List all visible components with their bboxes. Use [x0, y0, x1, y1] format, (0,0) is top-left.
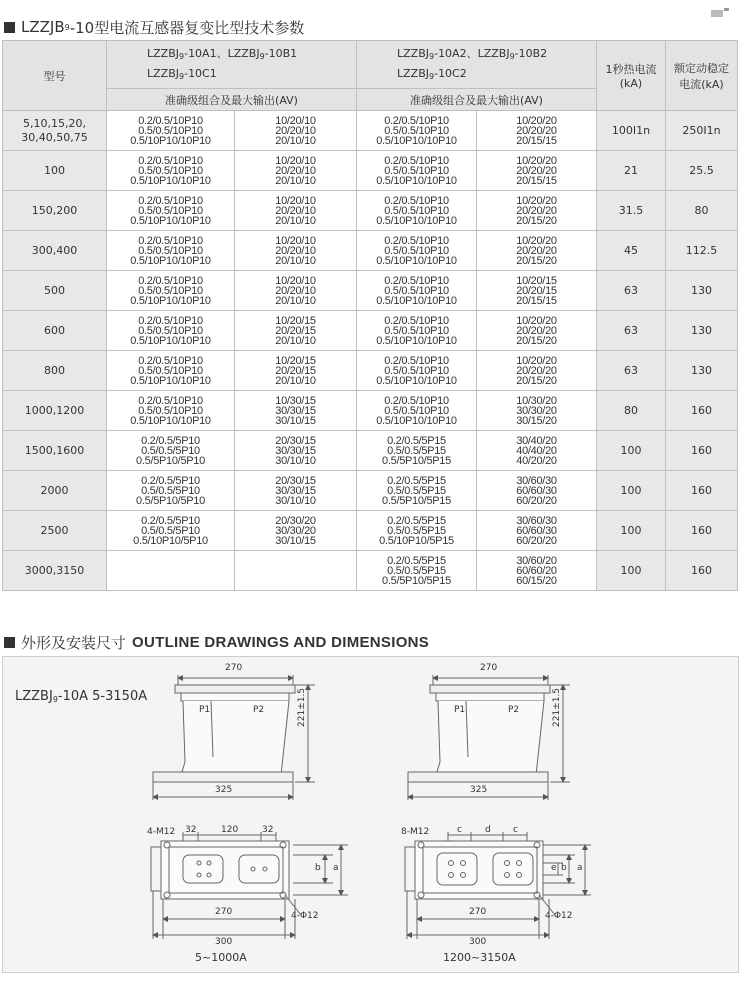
left-caption: 5~1000A: [195, 951, 247, 964]
right-p1-label: P1: [454, 705, 466, 715]
left-dim-221: 221±1.5: [297, 687, 307, 727]
left-dim-120: 120: [221, 825, 239, 835]
drawing-model-label: $LZZBJ_9-10A$ 5-3150A: [15, 689, 148, 704]
col-dynamic-header: 额定动稳定 电流(kA): [666, 41, 738, 111]
dynamic-cell: 130: [666, 271, 738, 311]
ratio-cell: 1000,1200: [3, 391, 107, 431]
accuracy-2-cell: 0.2/0.5/5P15 0.5/0.5/5P15 0.5/5P10/5P15: [357, 431, 477, 471]
left-dim-b: b: [315, 863, 321, 873]
header-row: [3, 41, 738, 89]
table-row: [3, 391, 738, 431]
table-row: [3, 151, 738, 191]
col-model-header: 型号: [3, 41, 107, 111]
dynamic-cell: 160: [666, 551, 738, 591]
left-p2-label: P2: [253, 705, 265, 715]
right-caption: 1200~3150A: [443, 951, 516, 964]
accuracy-2-cell: 0.2/0.5/10P10 0.5/0.5/10P10 0.5/10P10/10P10: [357, 351, 477, 391]
thermal-cell: 100: [597, 471, 666, 511]
output-2-cell: 10/30/20 30/30/20 30/15/20: [477, 391, 597, 431]
output-1-cell: 20/30/15 30/30/15 30/10/10: [235, 471, 357, 511]
accuracy-2-cell: 0.2/0.5/5P15 0.5/0.5/5P15 0.5/10P10/5P15: [357, 511, 477, 551]
dynamic-cell: 25.5: [666, 151, 738, 191]
title-rest: -10型电流互感器复变比型技术参数: [69, 18, 305, 37]
table-row: [3, 311, 738, 351]
title-main: LZZJB: [21, 18, 65, 36]
ratio-cell: 600: [3, 311, 107, 351]
output-1-cell: 20/30/20 30/30/20 30/10/15: [235, 511, 357, 551]
col-thermal-header: 1秒热电流 (kA): [597, 41, 666, 111]
output-2-cell: 10/20/20 20/20/20 20/15/15: [477, 151, 597, 191]
thermal-cell: 63: [597, 351, 666, 391]
output-1-cell: 10/20/15 20/20/15 20/10/10: [235, 311, 357, 351]
left-top-view: [151, 832, 348, 939]
model-group1-header: $LZZBJ_9-10A1$、$LZZBJ_9-10B1$ $LZZBJ_9-10C1$: [107, 41, 357, 89]
dynamic-cell: 160: [666, 391, 738, 431]
accuracy-1-cell: 0.2/0.5/5P10 0.5/0.5/5P10 0.5/5P10/5P10: [107, 471, 235, 511]
outline-title-en: OUTLINE DRAWINGS AND DIMENSIONS: [132, 633, 430, 651]
ratio-cell: 300,400: [3, 231, 107, 271]
spec-section-title: [4, 16, 304, 38]
output-2-cell: 10/20/15 20/20/15 20/15/15: [477, 271, 597, 311]
table-row: [3, 511, 738, 551]
accuracy-1-cell: 0.2/0.5/10P10 0.5/0.5/10P10 0.5/10P10/10P10: [107, 391, 235, 431]
accuracy-2-cell: 0.2/0.5/5P15 0.5/0.5/5P15 0.5/5P10/5P15: [357, 551, 477, 591]
accuracy-2-cell: 0.2/0.5/10P10 0.5/0.5/10P10 0.5/10P10/10P10: [357, 151, 477, 191]
ratio-cell: 2500: [3, 511, 107, 551]
accuracy-2-cell: 0.2/0.5/10P10 0.5/0.5/10P10 0.5/10P10/10P10: [357, 311, 477, 351]
right-dim-270-top: 270: [480, 663, 498, 673]
dynamic-cell: 160: [666, 511, 738, 551]
output-1-cell: 10/20/10 20/20/10 20/10/10: [235, 111, 357, 151]
accuracy-1-cell: 0.2/0.5/10P10 0.5/0.5/10P10 0.5/10P10/10P10: [107, 231, 235, 271]
right-top-view: [405, 832, 591, 939]
output-2-cell: 10/20/20 20/20/20 20/15/20: [477, 231, 597, 271]
dynamic-cell: 112.5: [666, 231, 738, 271]
left-p1-label: P1: [199, 705, 211, 715]
left-dim-300: 300: [215, 937, 233, 947]
output-2-cell: 10/20/20 20/20/20 20/15/20: [477, 191, 597, 231]
accuracy-1-cell: 0.2/0.5/10P10 0.5/0.5/10P10 0.5/10P10/10P10: [107, 111, 235, 151]
ratio-cell: 800: [3, 351, 107, 391]
outline-drawings-svg: [3, 657, 738, 972]
dynamic-cell: 160: [666, 471, 738, 511]
ratio-cell: 150,200: [3, 191, 107, 231]
thermal-cell: 100I1n: [597, 111, 666, 151]
right-dim-325: 325: [470, 785, 488, 795]
output-2-cell: 30/60/30 60/60/30 60/20/20: [477, 471, 597, 511]
output-1-cell: 10/30/15 30/30/15 30/10/15: [235, 391, 357, 431]
accuracy-1-cell: [107, 551, 235, 591]
outline-title-cn: 外形及安装尺寸: [21, 633, 127, 652]
subheader-2: 准确级组合及最大输出(AV): [357, 89, 597, 111]
spec-table: [2, 40, 738, 591]
accuracy-1-cell: 0.2/0.5/10P10 0.5/0.5/10P10 0.5/10P10/10P10: [107, 351, 235, 391]
corner-mark: [711, 8, 729, 18]
right-side-view: [408, 675, 570, 800]
right-dim-e: e: [551, 863, 557, 873]
right-dim-b: b: [561, 863, 567, 873]
bullet-square-icon: [4, 22, 15, 33]
right-holes-label: 8-M12: [401, 827, 430, 837]
output-2-cell: 10/20/20 20/20/20 20/15/20: [477, 351, 597, 391]
thermal-cell: 31.5: [597, 191, 666, 231]
left-dim-32b: 32: [262, 825, 274, 835]
right-mount-holes: 4-Φ12: [545, 911, 573, 921]
thermal-cell: 63: [597, 311, 666, 351]
output-2-cell: 30/60/30 60/60/30 60/20/20: [477, 511, 597, 551]
thermal-cell: 21: [597, 151, 666, 191]
ratio-cell: 2000: [3, 471, 107, 511]
left-dim-32a: 32: [185, 825, 197, 835]
ratio-cell: 100: [3, 151, 107, 191]
left-side-view: [153, 675, 315, 800]
left-dim-325: 325: [215, 785, 233, 795]
thermal-cell: 45: [597, 231, 666, 271]
left-dim-a: a: [333, 863, 339, 873]
right-dim-d: d: [485, 825, 491, 835]
thermal-cell: 80: [597, 391, 666, 431]
left-dim-270: 270: [215, 907, 233, 917]
output-1-cell: [235, 551, 357, 591]
left-mount-holes: 4-Φ12: [291, 911, 319, 921]
table-row: [3, 191, 738, 231]
outline-drawing-panel: [2, 656, 739, 973]
left-dim-270-top: 270: [225, 663, 243, 673]
output-2-cell: 30/40/20 40/40/20 40/20/20: [477, 431, 597, 471]
accuracy-2-cell: 0.2/0.5/5P15 0.5/0.5/5P15 0.5/5P10/5P15: [357, 471, 477, 511]
dynamic-cell: 130: [666, 311, 738, 351]
thermal-cell: 63: [597, 271, 666, 311]
accuracy-1-cell: 0.2/0.5/10P10 0.5/0.5/10P10 0.5/10P10/10P10: [107, 311, 235, 351]
accuracy-1-cell: 0.2/0.5/10P10 0.5/0.5/10P10 0.5/10P10/10P10: [107, 151, 235, 191]
title-subscript: 9: [64, 22, 70, 32]
table-row: [3, 431, 738, 471]
accuracy-1-cell: 0.2/0.5/5P10 0.5/0.5/5P10 0.5/10P10/5P10: [107, 511, 235, 551]
outline-section-title: [4, 631, 429, 653]
output-1-cell: 20/30/15 30/30/15 30/10/10: [235, 431, 357, 471]
table-row: [3, 351, 738, 391]
output-1-cell: 10/20/10 20/20/10 20/10/10: [235, 151, 357, 191]
right-dim-270: 270: [469, 907, 487, 917]
output-1-cell: 10/20/10 20/20/10 20/10/10: [235, 231, 357, 271]
table-row: [3, 111, 738, 151]
ratio-cell: 1500,1600: [3, 431, 107, 471]
ratio-cell: 3000,3150: [3, 551, 107, 591]
dynamic-cell: 80: [666, 191, 738, 231]
right-dim-300: 300: [469, 937, 487, 947]
table-row: [3, 231, 738, 271]
model-group2-header: $LZZBJ_9-10A2$、$LZZBJ_9-10B2$ $LZZBJ_9-10C2$: [357, 41, 597, 89]
accuracy-2-cell: 0.2/0.5/10P10 0.5/0.5/10P10 0.5/10P10/10P10: [357, 111, 477, 151]
right-dim-c2: c: [513, 825, 518, 835]
output-1-cell: 10/20/10 20/20/10 20/10/10: [235, 271, 357, 311]
accuracy-2-cell: 0.2/0.5/10P10 0.5/0.5/10P10 0.5/10P10/10P10: [357, 271, 477, 311]
ratio-cell: 500: [3, 271, 107, 311]
dynamic-cell: 130: [666, 351, 738, 391]
right-dim-a: a: [577, 863, 583, 873]
dynamic-cell: 160: [666, 431, 738, 471]
output-2-cell: 10/20/20 20/20/20 20/15/15: [477, 111, 597, 151]
accuracy-1-cell: 0.2/0.5/5P10 0.5/0.5/5P10 0.5/5P10/5P10: [107, 431, 235, 471]
accuracy-2-cell: 0.2/0.5/10P10 0.5/0.5/10P10 0.5/10P10/10P10: [357, 231, 477, 271]
thermal-cell: 100: [597, 431, 666, 471]
right-p2-label: P2: [508, 705, 520, 715]
table-row: [3, 551, 738, 591]
table-row: [3, 271, 738, 311]
accuracy-1-cell: 0.2/0.5/10P10 0.5/0.5/10P10 0.5/10P10/10P10: [107, 191, 235, 231]
output-2-cell: 10/20/20 20/20/20 20/15/20: [477, 311, 597, 351]
accuracy-2-cell: 0.2/0.5/10P10 0.5/0.5/10P10 0.5/10P10/10P10: [357, 391, 477, 431]
dynamic-cell: 250I1n: [666, 111, 738, 151]
right-dim-221: 221±1.5: [552, 687, 562, 727]
accuracy-1-cell: 0.2/0.5/10P10 0.5/0.5/10P10 0.5/10P10/10P10: [107, 271, 235, 311]
output-1-cell: 10/20/15 20/20/15 20/10/10: [235, 351, 357, 391]
thermal-cell: 100: [597, 551, 666, 591]
output-2-cell: 30/60/20 60/60/20 60/15/20: [477, 551, 597, 591]
table-row: [3, 471, 738, 511]
accuracy-2-cell: 0.2/0.5/10P10 0.5/0.5/10P10 0.5/10P10/10P10: [357, 191, 477, 231]
bullet-square-icon: [4, 637, 15, 648]
right-dim-c1: c: [457, 825, 462, 835]
ratio-cell: 5,10,15,20, 30,40,50,75: [3, 111, 107, 151]
output-1-cell: 10/20/10 20/20/10 20/10/10: [235, 191, 357, 231]
subheader-1: 准确级组合及最大输出(AV): [107, 89, 357, 111]
left-holes-label: 4-M12: [147, 827, 176, 837]
thermal-cell: 100: [597, 511, 666, 551]
